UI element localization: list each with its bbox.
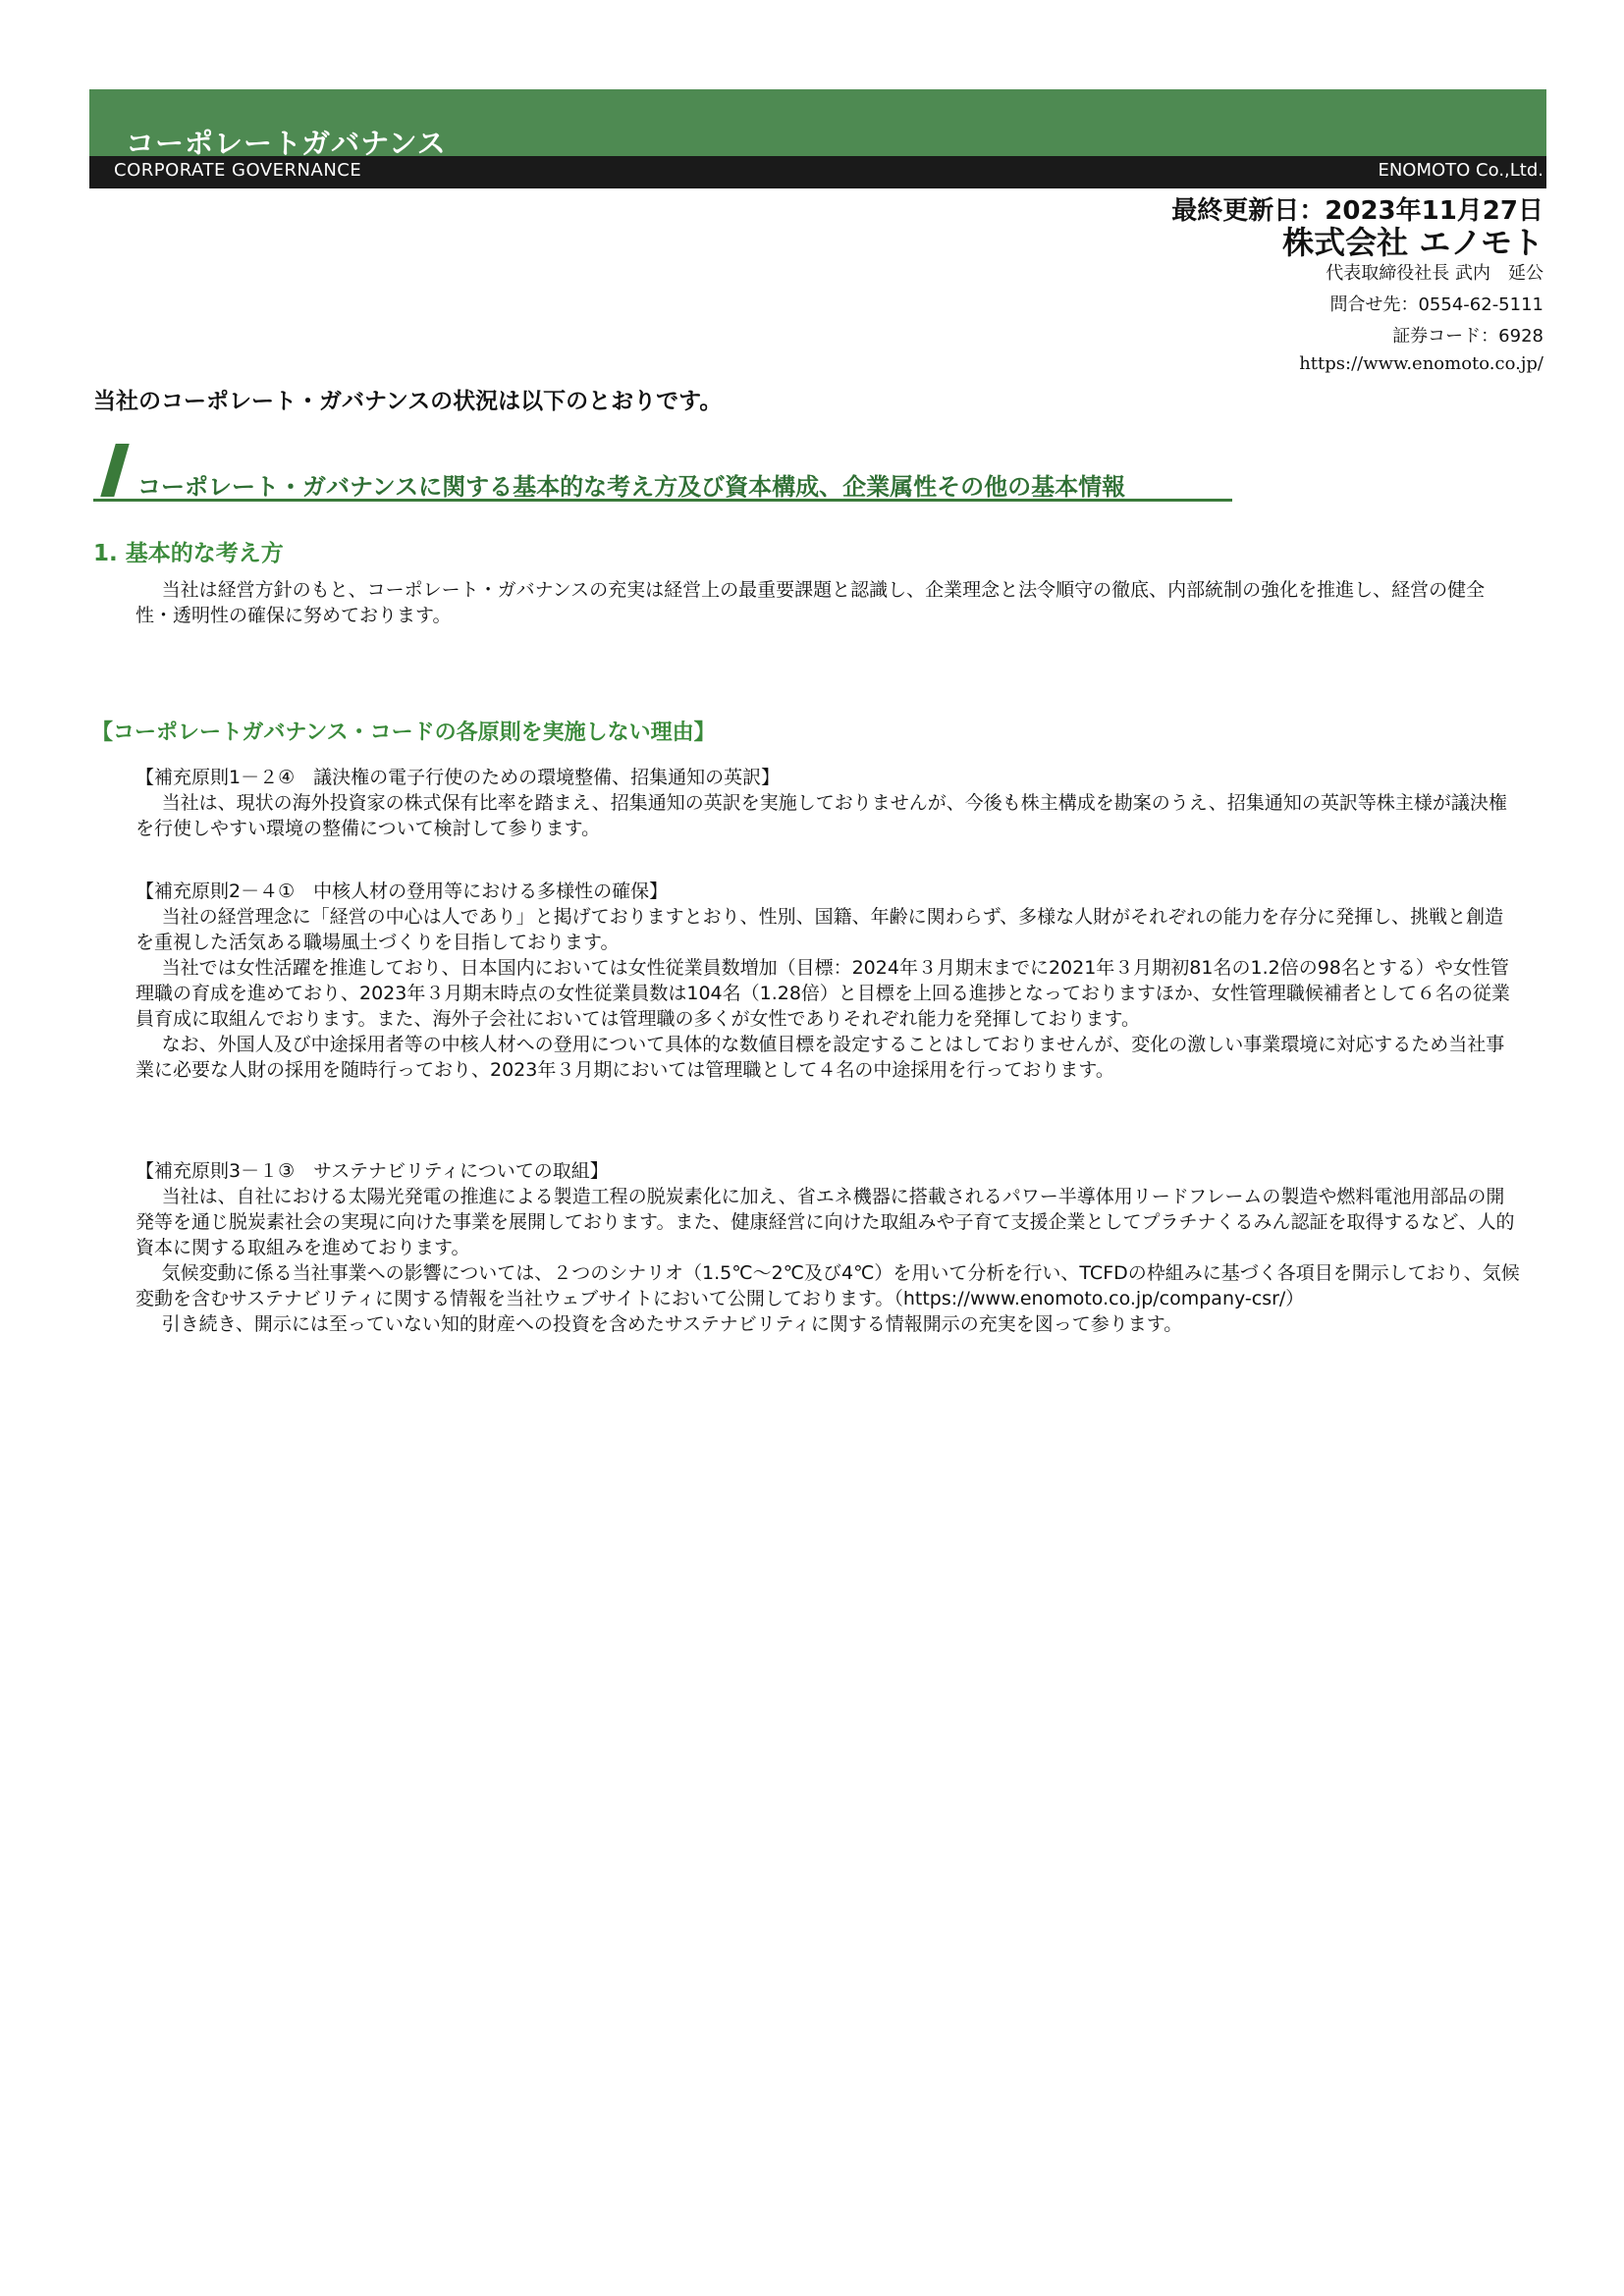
section-title: コーポレート・ガバナンスに関する基本的な考え方及び資本構成、企業属性その他の基本情報 xyxy=(137,473,1126,501)
principle-paragraph: 当社は、現状の海外投資家の株式保有比率を踏まえ、招集通知の英訳を実施しておりませんが、今後も株主構成を勘案のうえ、招集通知の英訳等株主様が議決権を行使しやすい環境の整備について検討して参ります。 xyxy=(135,792,1507,839)
section-roman-one-mark xyxy=(100,444,129,497)
principle-paragraph: 引き続き、開示には至っていない知的財産への投資を含めたサステナビリティに関する情報開示の充実を図って参ります。 xyxy=(161,1313,1183,1335)
company-url[interactable]: https://www.enomoto.co.jp/ xyxy=(1299,353,1543,374)
intro-text: 当社のコーポレート・ガバナンスの状況は以下のとおりです。 xyxy=(93,389,723,414)
company-name: 株式会社 エノモト xyxy=(1282,224,1543,261)
principle-item xyxy=(135,879,1520,1083)
noncompliance-heading: 【コーポレートガバナンス・コードの各原則を実施しない理由】 xyxy=(91,721,716,745)
basic-policy-text: 当社は経営方針のもと、コーポレート・ガバナンスの充実は経営上の最重要課題と認識し、企業理念と法令順守の徹底、内部統制の強化を推進し、経営の健全性・透明性の確保に努めております。 xyxy=(135,579,1486,626)
principle-item xyxy=(135,1158,1520,1337)
last-updated: 最終更新日：2023年11月27日 xyxy=(1171,196,1543,226)
principle-title: 【補充原則3－１③ サステナビリティについての取組】 xyxy=(135,1160,609,1182)
principle-paragraph: 気候変動に係る当社事業への影響については、２つのシナリオ（1.5℃～2℃及び4℃）を用いて分析を行い、TCFDの枠組みに基づく各項目を開示しており、気候変動を含むサステナビリティに関する情報を当社ウェブサイトにおいて公開しております。（https://www.enomoto.co.jp/company-csr/） xyxy=(135,1262,1520,1309)
header-subtitle: CORPORATE GOVERNANCE xyxy=(114,160,362,181)
representative: 代表取締役社長 武内 延公 xyxy=(1326,263,1543,284)
securities-code: 証券コード：6928 xyxy=(1392,326,1543,347)
principle-item xyxy=(135,765,1520,841)
basic-policy-heading: 1. 基本的な考え方 xyxy=(93,541,284,566)
header-title: コーポレートガバナンス xyxy=(126,127,447,160)
principle-paragraph: なお、外国人及び中途採用者等の中核人材への登用について具体的な数値目標を設定することはしておりませんが、変化の激しい事業環境に対応するため当社事業に必要な人財の採用を随時行っており、2023年３月期においては管理職として４名の中途採用を行っております。 xyxy=(135,1034,1505,1081)
header-company-en: ENOMOTO Co.,Ltd. xyxy=(1378,160,1543,181)
principle-title: 【補充原則2－４① 中核人材の登用等における多様性の確保】 xyxy=(135,881,669,902)
principle-paragraph: 当社の経営理念に「経営の中心は人であり」と掲げておりますとおり、性別、国籍、年齢に関わらず、多様な人財がそれぞれの能力を存分に発揮し、挑戦と創造を重視した活気ある職場風土づくりを目指しております。 xyxy=(135,906,1504,953)
contact: 問合せ先：0554-62-5111 xyxy=(1329,294,1543,315)
principle-paragraph: 当社では女性活躍を推進しており、日本国内においては女性従業員数増加（目標：2024年３月期末までに2021年３月期初81名の1.2倍の98名とする）や女性管理職の育成を進めており、2023年３月期末時点の女性従業員数は104名（1.28倍）と目標を上回る進捗となっておりますほか、女性管理職候補者として６名の従業員育成に取組んでおります。また、海外子会社においては管理職の多くが女性でありそれぞれ能力を発揮しております。 xyxy=(135,957,1510,1030)
principle-title: 【補充原則1－２④ 議決権の電子行使のための環境整備、招集通知の英訳】 xyxy=(135,767,781,788)
principle-paragraph: 当社は、自社における太陽光発電の推進による製造工程の脱炭素化に加え、省エネ機器に搭載されるパワー半導体用リードフレームの製造や燃料電池用部品の開発等を通じ脱炭素社会の実現に向けた事業を展開しております。また、健康経営に向けた取組みや子育て支援企業としてプラチナくるみん認証を取得するなど、人的資本に関する取組みを進めております。 xyxy=(135,1186,1515,1258)
